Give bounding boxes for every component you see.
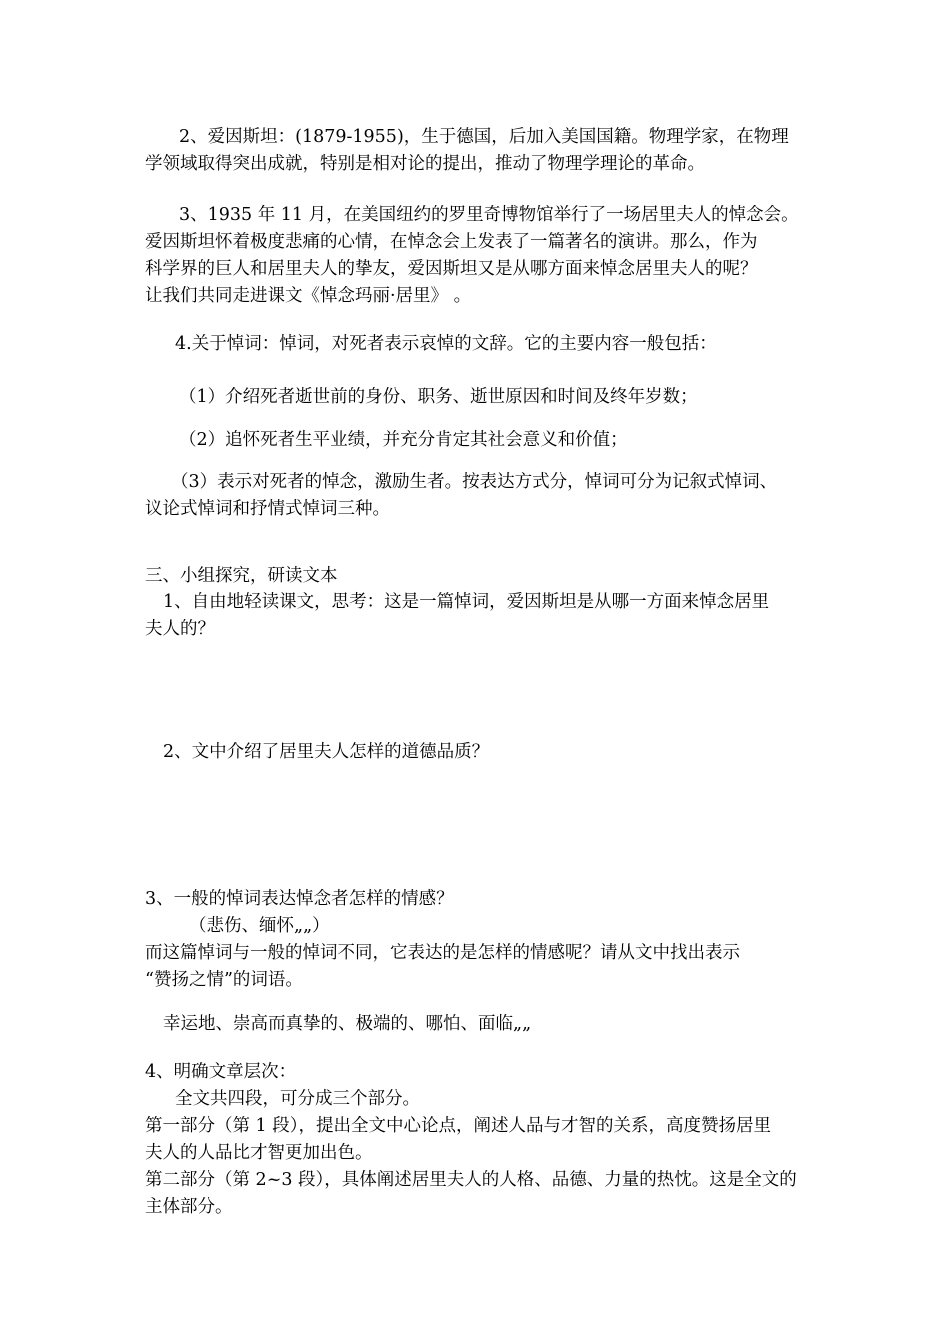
text-line: （悲伤、缅怀„„） bbox=[189, 916, 330, 936]
text-line: 学领域取得突出成就，特别是相对论的提出，推动了物理学理论的革命。 bbox=[145, 154, 705, 174]
text-line: 1、自由地轻读课文，思考：这是一篇悼词，爱因斯坦是从哪一方面来悼念居里 bbox=[163, 592, 770, 612]
text-line: 3、1935 年 11 月，在美国纽约的罗里奇博物馆举行了一场居里夫人的悼念会。 bbox=[179, 205, 799, 225]
question-4 bbox=[145, 1059, 825, 1221]
text-line: 议论式悼词和抒情式悼词三种。 bbox=[145, 499, 390, 519]
question-2 bbox=[145, 739, 825, 766]
question-1 bbox=[145, 589, 825, 643]
text-line: （2）追怀死者生平业绩，并充分肯定其社会意义和价值； bbox=[179, 430, 628, 450]
text-line: 三、小组探究，研读文本 bbox=[145, 566, 338, 586]
text-line: （3）表示对死者的悼念，激励生者。按表达方式分，悼词可分为记叙式悼词、 bbox=[171, 472, 778, 492]
eulogy-item-1 bbox=[145, 384, 825, 411]
paragraph-einstein bbox=[145, 124, 825, 178]
text-line: 夫人的？ bbox=[145, 619, 215, 639]
paragraph-memorial-1935 bbox=[145, 202, 825, 310]
text-line: 而这篇悼词与一般的悼词不同，它表达的是怎样的情感呢？请从文中找出表示 bbox=[145, 943, 740, 963]
text-line: 3、一般的悼词表达悼念者怎样的情感？ bbox=[145, 889, 454, 909]
text-line: 2、爱因斯坦：(1879-1955)，生于德国，后加入美国国籍。物理学家，在物理 bbox=[179, 127, 789, 147]
text-line: 让我们共同走进课文《悼念玛丽·居里》 。 bbox=[145, 286, 472, 306]
text-line: 第二部分（第 2~3 段），具体阐述居里夫人的人格、品德、力量的热忱。这是全文的 bbox=[145, 1170, 797, 1190]
text-line: 2、文中介绍了居里夫人怎样的道德品质？ bbox=[163, 742, 490, 762]
eulogy-item-3 bbox=[145, 469, 825, 523]
question-3-answer bbox=[145, 1011, 825, 1038]
text-line: （1）介绍死者逝世前的身份、职务、逝世原因和时间及终年岁数； bbox=[179, 387, 698, 407]
eulogy-item-2 bbox=[145, 427, 825, 454]
text-line: 幸运地、崇高而真挚的、极端的、哪怕、面临„„ bbox=[163, 1014, 532, 1034]
eulogy-intro bbox=[145, 331, 825, 358]
text-line: “赞扬之情”的词语。 bbox=[145, 970, 303, 990]
text-line: 主体部分。 bbox=[145, 1197, 233, 1217]
text-line: 夫人的人品比才智更加出色。 bbox=[145, 1143, 373, 1163]
question-3 bbox=[145, 886, 825, 994]
text-line: 全文共四段，可分成三个部分。 bbox=[175, 1089, 420, 1109]
text-line: 4.关于悼词：悼词，对死者表示哀悼的文辞。它的主要内容一般包括： bbox=[175, 334, 717, 354]
text-line: 爱因斯坦怀着极度悲痛的心情，在悼念会上发表了一篇著名的演讲。那么，作为 bbox=[145, 232, 758, 252]
text-line: 第一部分（第 1 段），提出全文中心论点，阐述人品与才智的关系，高度赞扬居里 bbox=[145, 1116, 772, 1136]
text-line: 4、明确文章层次： bbox=[145, 1062, 297, 1082]
section-heading bbox=[145, 563, 825, 590]
text-line: 科学界的巨人和居里夫人的挚友，爱因斯坦又是从哪方面来悼念居里夫人的呢？ bbox=[145, 259, 758, 279]
